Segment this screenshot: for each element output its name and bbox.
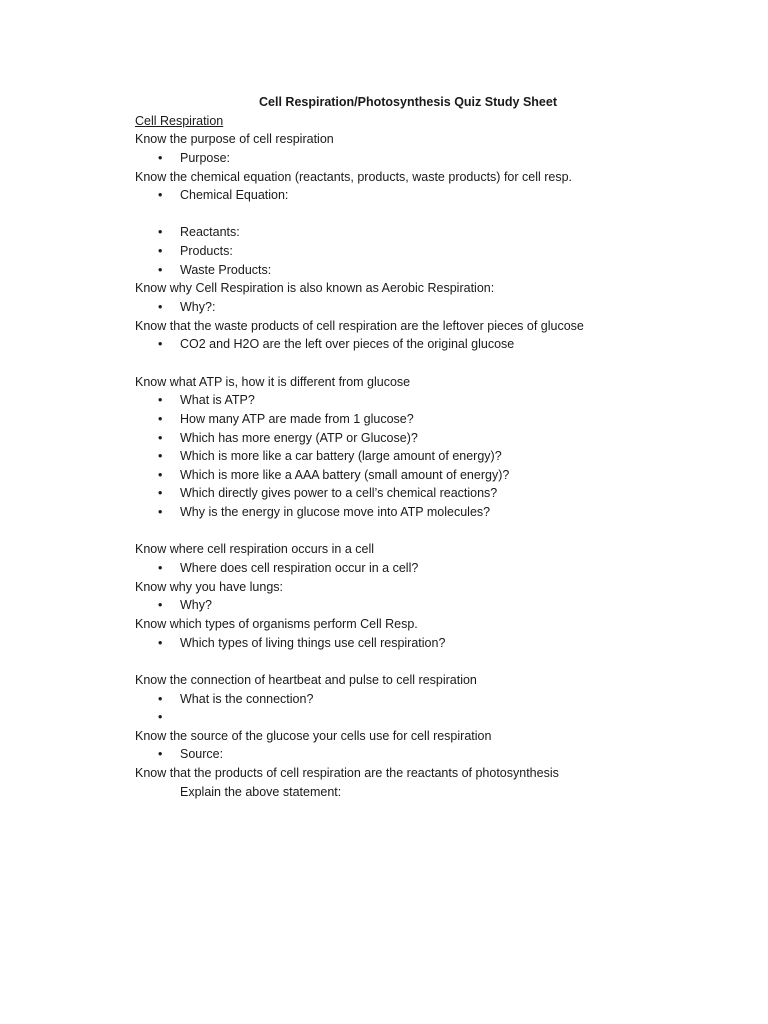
bullet-text: How many ATP are made from 1 glucose? (180, 411, 414, 426)
blank-line (135, 652, 735, 671)
bullet-icon: • (158, 150, 163, 165)
bullet-item (135, 708, 735, 727)
bullet-item (135, 261, 735, 280)
bullet-icon: • (158, 710, 163, 725)
bullet-icon: • (158, 747, 163, 762)
bullet-icon: • (158, 691, 163, 706)
bullet-text: Which is more like a car battery (large amount of energy)? (180, 449, 502, 464)
bullet-icon: • (158, 561, 163, 576)
bullet-item (135, 242, 735, 261)
bullet-text: Why?: (180, 300, 216, 315)
bullet-item (135, 429, 735, 448)
study-prompt: Know that the products of cell respiration are the reactants of photosynthesis (135, 766, 559, 781)
bullet-icon: • (158, 430, 163, 445)
bullet-icon: • (158, 449, 163, 464)
bullet-text: Where does cell respiration occur in a cell? (180, 561, 419, 576)
blank-line (135, 522, 735, 541)
study-prompt: Know why you have lungs: (135, 579, 284, 594)
study-prompt: Know that the waste products of cell respiration are the leftover pieces of glucose (135, 318, 584, 333)
bullet-item (135, 484, 735, 503)
bullet-text: Which directly gives power to a cell’s chemical reactions? (180, 486, 498, 501)
study-prompt: Know why Cell Respiration is also known as Aerobic Respiration: (135, 281, 495, 296)
bullet-item (135, 410, 735, 429)
bullet-text: Why? (180, 598, 212, 613)
blank-line (135, 354, 735, 373)
study-prompt: Know which types of organisms perform Cell Resp. (135, 616, 418, 631)
document-body (135, 112, 735, 802)
bullet-text: Reactants: (180, 225, 240, 240)
bullet-item (135, 298, 735, 317)
bullet-text: Which is more like a AAA battery (small amount of energy)? (180, 467, 510, 482)
bullet-item (135, 690, 735, 709)
bullet-item (135, 559, 735, 578)
bullet-item (135, 745, 735, 764)
bullet-text: Source: (180, 747, 224, 762)
bullet-icon: • (158, 393, 163, 408)
bullet-icon: • (158, 598, 163, 613)
bullet-text: Products: (180, 244, 233, 259)
bullet-item (135, 634, 735, 653)
bullet-icon: • (158, 244, 163, 259)
study-prompt: Know the chemical equation (reactants, products, waste products) for cell resp. (135, 169, 573, 184)
bullet-text: CO2 and H2O are the left over pieces of the original glucose (180, 337, 515, 352)
bullet-text: Which has more energy (ATP or Glucose)? (180, 430, 418, 445)
bullet-icon: • (158, 225, 163, 240)
bullet-text: Chemical Equation: (180, 188, 289, 203)
bullet-icon: • (158, 505, 163, 520)
bullet-text: What is the connection? (180, 691, 314, 706)
bullet-text: Which types of living things use cell respiration? (180, 635, 446, 650)
blank-line (135, 205, 735, 224)
bullet-icon: • (158, 337, 163, 352)
bullet-item (135, 223, 735, 242)
section-heading: Cell Respiration (135, 113, 224, 128)
bullet-item (135, 335, 735, 354)
bullet-icon: • (158, 486, 163, 501)
bullet-item (135, 391, 735, 410)
bullet-text: Why is the energy in glucose move into ATP molecules? (180, 505, 491, 520)
study-prompt: Know the purpose of cell respiration (135, 132, 334, 147)
bullet-item (135, 149, 735, 168)
bullet-text: What is ATP? (180, 393, 255, 408)
study-prompt: Know the connection of heartbeat and pulse to cell respiration (135, 672, 477, 687)
bullet-item (135, 466, 735, 485)
bullet-item (135, 596, 735, 615)
bullet-icon: • (158, 300, 163, 315)
bullet-text: Waste Products: (180, 262, 272, 277)
bullet-item (135, 447, 735, 466)
bullet-icon: • (158, 467, 163, 482)
bullet-icon: • (158, 411, 163, 426)
bullet-icon: • (158, 262, 163, 277)
bullet-text: Purpose: (180, 150, 231, 165)
indented-prompt: Explain the above statement: (180, 784, 342, 799)
bullet-icon: • (158, 635, 163, 650)
study-prompt: Know the source of the glucose your cells use for cell respiration (135, 728, 492, 743)
document-title: Cell Respiration/Photosynthesis Quiz Study Sheet (259, 95, 557, 109)
study-prompt: Know where cell respiration occurs in a cell (135, 542, 374, 557)
bullet-item (135, 186, 735, 205)
bullet-item (135, 503, 735, 522)
bullet-icon: • (158, 188, 163, 203)
study-prompt: Know what ATP is, how it is different from glucose (135, 374, 411, 389)
